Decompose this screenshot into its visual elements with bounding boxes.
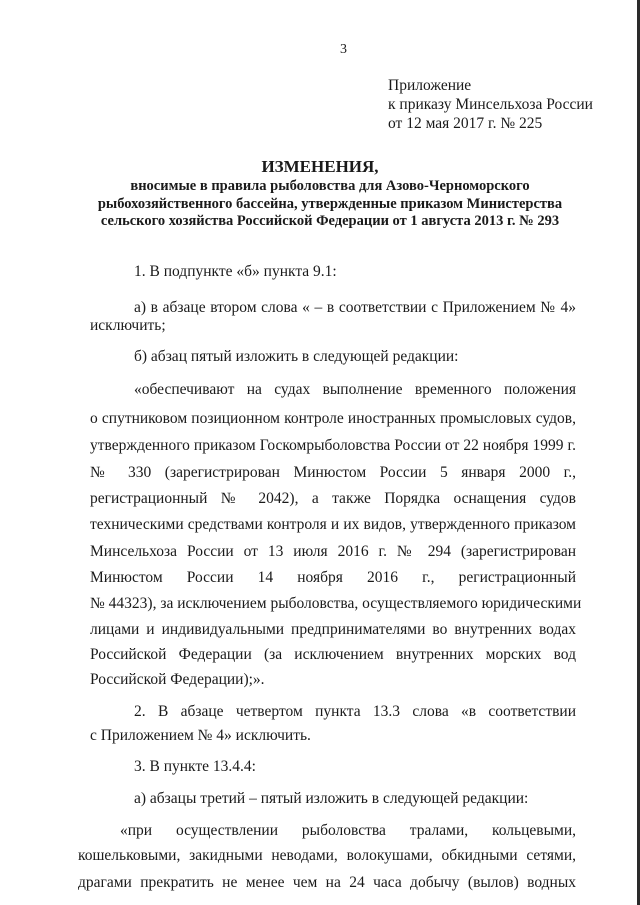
body-line: кошельковыми, закидными неводами, волокушами, обкидными сетями, (78, 847, 576, 864)
body-line: а) абзацы третий – пятый изложить в следующей редакции: (134, 790, 529, 807)
body-line: лицами и индивидуальными предпринимателями во внутренних водах (90, 621, 576, 638)
body-line: драгами прекратить не менее чем на 24 часа добычу (вылов) водных (78, 874, 576, 891)
document-subtitle (60, 178, 600, 231)
body-line: утвержденного приказом Госкомрыболовства России от 22 ноября 1999 г. (90, 437, 576, 454)
body-line: 3. В пункте 13.4.4: (134, 758, 256, 775)
subtitle-line: рыбохозяйственного бассейна, утвержденные приказом Министерства (97, 195, 563, 212)
subtitle-line: сельского хозяйства Российской Федерации от 1 августа 2013 г. № 293 (100, 213, 560, 229)
body-line: 1. В подпункте «б» пункта 9.1: (134, 263, 337, 280)
appendix-line: к приказу Минсельхоза России (388, 96, 593, 113)
body-line: «при осуществлении рыболовства тралами, кольцевыми, (120, 822, 576, 839)
body-line: Минюстом России 14 ноября 2016 г., регистрационный (90, 569, 576, 586)
body-line: 2. В абзаце четвертом пункта 13.3 слова «в соответствии (134, 703, 576, 720)
body-line: б) абзац пятый изложить в следующей редакции: (134, 348, 459, 365)
body-line: Минсельхоза России от 13 июля 2016 г. № 294 (зарегистрирован (90, 543, 576, 560)
document-title: ИЗМЕНЕНИЯ, (261, 157, 379, 176)
appendix-block (388, 76, 593, 133)
subtitle-line: вносимые в правила рыболовства для Азово-Черноморского (130, 178, 530, 194)
page-number: 3 (340, 42, 347, 57)
body-line: Российской Федерации (за исключением внутренних морских вод (90, 646, 576, 663)
body-line: о спутниковом позиционном контроле иностранных промысловых судов, (90, 410, 576, 427)
body-line: а) в абзаце втором слова « – в соответствии с Приложением № 4» (134, 299, 576, 316)
appendix-line: Приложение (388, 77, 472, 94)
body-line: с Приложением № 4» исключить. (90, 727, 311, 744)
body-line: техническими средствами контроля и их видов, утвержденного приказом (90, 516, 576, 533)
body-line: № 44323), за исключением рыболовства, осуществляемого юридическими (90, 595, 582, 612)
body-line: исключить; (90, 317, 166, 334)
body-line: Российской Федерации);». (90, 671, 265, 688)
body-line: № 330 (зарегистрирован Минюстом России 5 января 2000 г., (90, 464, 576, 481)
body-line: «обеспечивают на судах выполнение временного положения (134, 381, 576, 398)
body-line: регистрационный № 2042), а также Порядка оснащения судов (90, 490, 576, 507)
appendix-line: от 12 мая 2017 г. № 225 (388, 115, 543, 132)
